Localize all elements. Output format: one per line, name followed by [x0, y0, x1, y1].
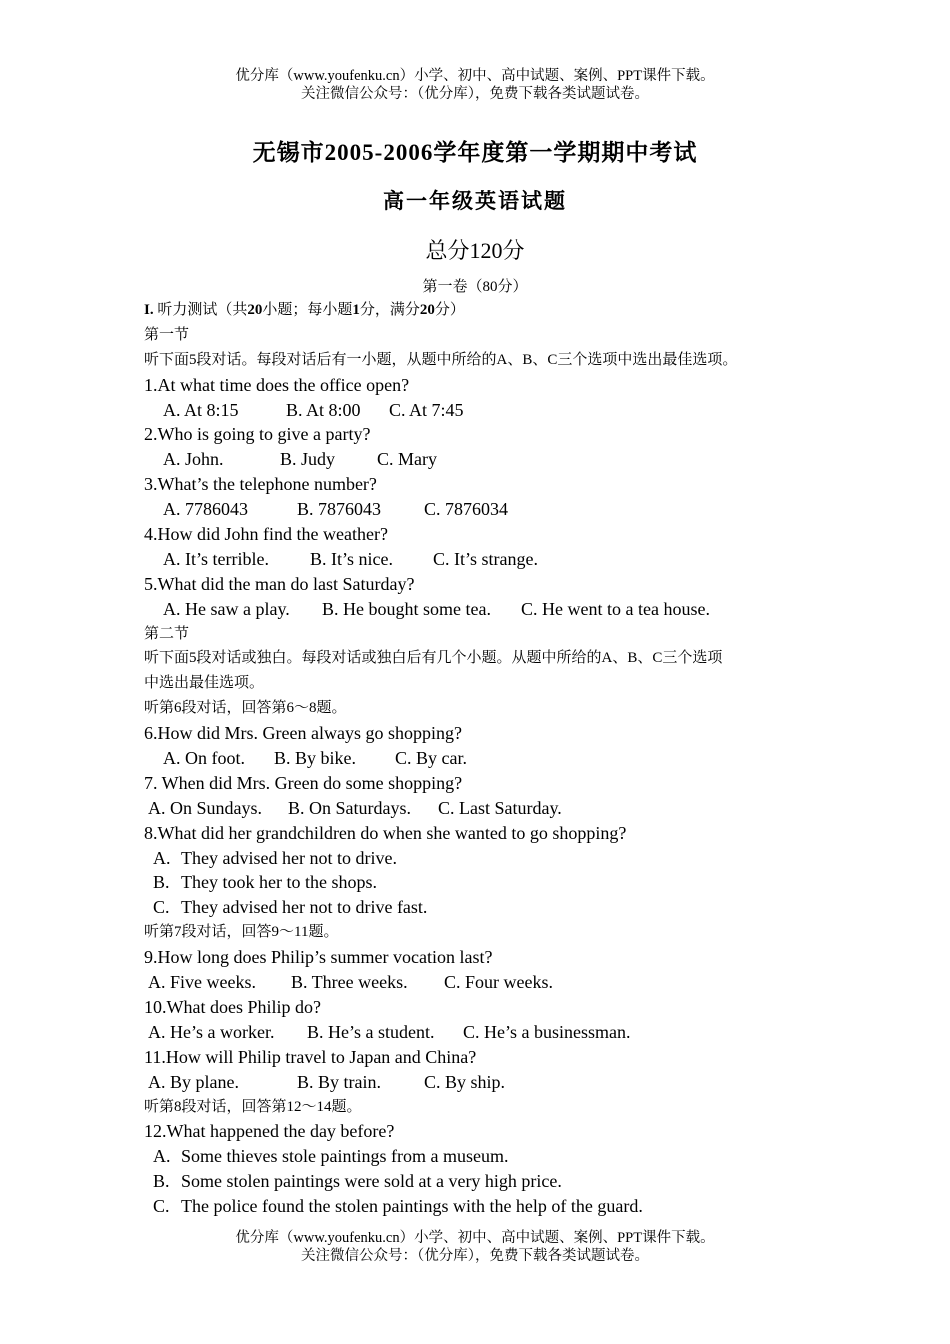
- option-a: A. Five weeks.: [148, 972, 256, 993]
- part2-instruction-1: 听下面5段对话或独白。每段对话或独白后有几个小题。从题中所给的A、B、C三个选项: [144, 650, 723, 667]
- exam-content: [144, 298, 834, 1219]
- question-3-options: [144, 497, 834, 522]
- option-b: B. On Saturdays.: [288, 797, 411, 818]
- question-4: 4.How did John find the weather?: [144, 524, 388, 545]
- option-a: A. On foot.: [163, 748, 245, 769]
- option-b: B. He bought some tea.: [322, 598, 491, 619]
- question-9: 9.How long does Philip’s summer vocation last?: [144, 947, 493, 968]
- question-8-option-b: B. They took her to the shops.: [153, 872, 377, 893]
- question-12-option-a: A. Some thieves stole paintings from a museum.: [153, 1146, 509, 1167]
- option-b: B. By train.: [297, 1071, 381, 1092]
- option-b: B. By bike.: [274, 748, 357, 769]
- option-c: C. He’s a businessman.: [463, 1021, 631, 1042]
- question-10: 10.What does Philip do?: [144, 996, 321, 1017]
- question-3: 3.What’s the telephone number?: [144, 474, 377, 495]
- option-c: C. He went to a tea house.: [521, 598, 710, 619]
- option-b: B. 7876043: [297, 499, 382, 520]
- question-1-options: [144, 398, 834, 423]
- question-12-option-c: C. The police found the stolen paintings with the help of the guard.: [153, 1196, 643, 1217]
- part1-instruction: 听下面5段对话。每段对话后有一小题，从题中所给的A、B、C三个选项中选出最佳选项。: [144, 351, 738, 368]
- question-2: 2.Who is going to give a party?: [144, 424, 371, 445]
- part2-label: 第二节: [144, 625, 190, 642]
- dialog-8-note: 听第8段对话，回答第12～14题。: [144, 1098, 362, 1115]
- option-c: C. It’s strange.: [433, 548, 538, 569]
- option-c: C. At 7:45: [389, 399, 464, 420]
- question-7: 7. When did Mrs. Green do some shopping?: [144, 772, 463, 793]
- option-c: C. Last Saturday.: [438, 797, 562, 818]
- exam-subtitle: 高一年级英语试题: [383, 189, 567, 213]
- question-4-options: [144, 547, 834, 572]
- option-b: B. It’s nice.: [310, 548, 393, 569]
- dialog-7-note: 听第7段对话，回答9～11题。: [144, 924, 339, 941]
- question-6: 6.How did Mrs. Green always go shopping?: [144, 723, 462, 744]
- question-7-options: [144, 796, 834, 821]
- option-a: A. On Sundays.: [148, 797, 263, 818]
- question-9-options: [144, 970, 834, 995]
- option-b: B. Three weeks.: [291, 972, 408, 993]
- question-2-options: [144, 447, 834, 472]
- question-8-option-c: C. They advised her not to drive fast.: [153, 897, 428, 918]
- option-a: A. He’s a worker.: [148, 1021, 275, 1042]
- exam-title: 无锡市2005-2006学年度第一学期期中考试: [252, 140, 698, 165]
- question-8-option-a: A. They advised her not to drive.: [153, 847, 397, 868]
- option-c: C. By car.: [395, 748, 467, 769]
- option-c: C. 7876034: [424, 499, 509, 520]
- total-score: 总分120分: [425, 238, 525, 263]
- part2-instruction-2: 中选出最佳选项。: [144, 675, 265, 692]
- question-5-options: [144, 597, 834, 622]
- question-11: 11.How will Philip travel to Japan and China?: [144, 1046, 477, 1067]
- option-b: B. At 8:00: [286, 399, 361, 420]
- volume-label: 第一卷（80分）: [422, 279, 528, 295]
- option-a: A. 7786043: [163, 499, 248, 520]
- option-c: C. Mary: [377, 449, 437, 470]
- page-footer: [0, 1229, 950, 1265]
- section-heading: I. 听力测试（共20小题；每小题1分，满分20分）: [144, 302, 465, 318]
- header-line-1: 优分库（www.youfenku.cn）小学、初中、高中试题、案例、PPT课件下载。: [235, 68, 715, 84]
- page-header: [0, 67, 950, 103]
- question-5: 5.What did the man do last Saturday?: [144, 573, 415, 594]
- header-line-2: 关注微信公众号：（优分库），免费下载各类试题试卷。: [301, 86, 649, 102]
- question-8: 8.What did her grandchildren do when she wanted to go shopping?: [144, 822, 627, 843]
- option-c: C. By ship.: [424, 1071, 506, 1092]
- option-a: A. John.: [163, 449, 224, 470]
- option-a: A. It’s terrible.: [163, 548, 269, 569]
- question-10-options: [144, 1020, 834, 1045]
- option-a: A. By plane.: [148, 1071, 239, 1092]
- option-c: C. Four weeks.: [444, 972, 553, 993]
- dialog-6-note: 听第6段对话，回答第6～8题。: [144, 700, 347, 717]
- question-12-option-b: B. Some stolen paintings were sold at a very high price.: [153, 1171, 562, 1192]
- question-6-options: [144, 746, 834, 771]
- footer-line-2: 关注微信公众号：（优分库），免费下载各类试题试卷。: [301, 1248, 649, 1264]
- part1-label: 第一节: [144, 326, 190, 343]
- option-b: B. Judy: [280, 449, 336, 470]
- question-12: 12.What happened the day before?: [144, 1121, 395, 1142]
- footer-line-1: 优分库（www.youfenku.cn）小学、初中、高中试题、案例、PPT课件下载。: [235, 1230, 715, 1246]
- question-11-options: [144, 1070, 834, 1095]
- option-a: A. He saw a play.: [163, 598, 290, 619]
- question-1: 1.At what time does the office open?: [144, 374, 410, 395]
- option-b: B. He’s a student.: [307, 1021, 435, 1042]
- option-a: A. At 8:15: [163, 399, 239, 420]
